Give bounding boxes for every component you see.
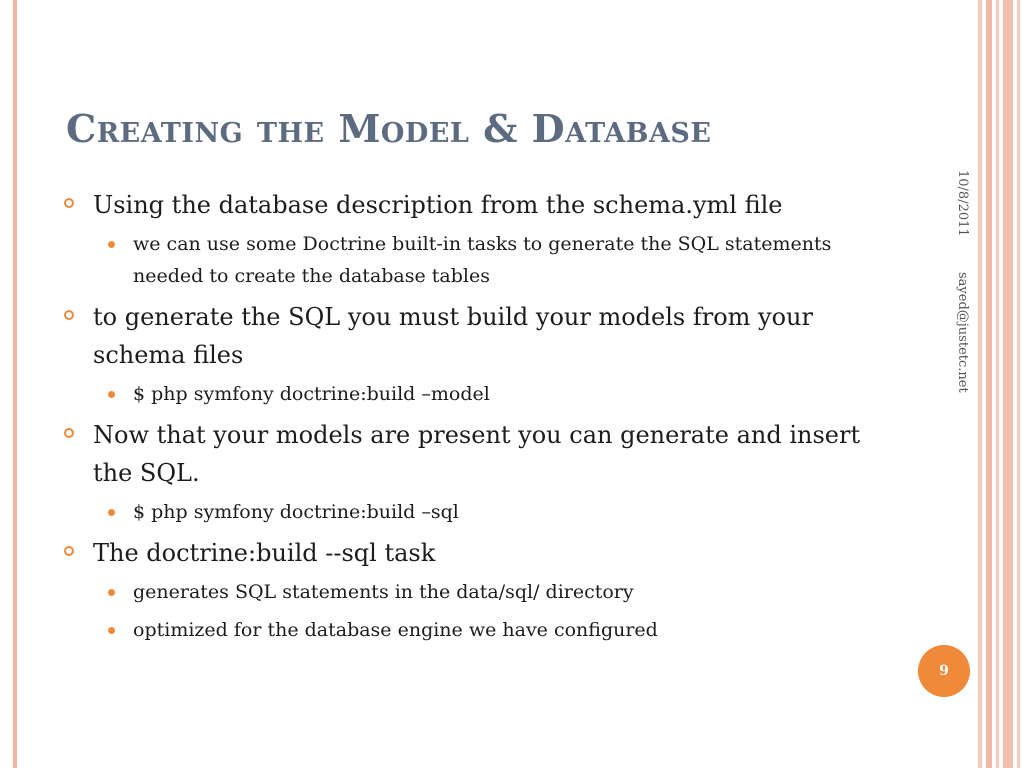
sub-bullet-item [93, 228, 892, 292]
bullet-item [62, 298, 892, 410]
frame-stripe [1003, 0, 1013, 768]
sub-bullet-list [93, 228, 892, 292]
dot-bullet-icon [108, 589, 115, 596]
frame-stripe [986, 0, 992, 768]
bullet-text: to generate the SQL you must build your models from your schema files [93, 303, 813, 369]
sub-bullet-list [93, 496, 892, 528]
sub-bullet-item [93, 378, 892, 410]
right-decorative-frame [978, 0, 1024, 768]
frame-stripe [996, 0, 999, 768]
bullet-item [62, 534, 892, 646]
ring-bullet-icon [64, 428, 74, 438]
ring-bullet-icon [64, 310, 74, 320]
sub-bullet-text: we can use some Doctrine built-in tasks to generate the SQL statements needed to create the database tables [133, 233, 832, 287]
ring-bullet-icon [64, 198, 74, 208]
dot-bullet-icon [108, 509, 115, 516]
sub-bullet-list [93, 378, 892, 410]
ring-bullet-icon [64, 546, 74, 556]
sub-bullet-item [93, 614, 892, 646]
slide-title: Creating the Model & Database [66, 106, 712, 151]
sub-bullet-item [93, 576, 892, 608]
bullet-item [62, 186, 892, 292]
dot-bullet-icon [108, 391, 115, 398]
bullet-item [62, 416, 892, 528]
bullet-list [62, 186, 892, 652]
sub-bullet-text: optimized for the database engine we have configured [133, 619, 658, 641]
frame-stripe [978, 0, 982, 768]
dot-bullet-icon [108, 241, 115, 248]
bullet-text: Now that your models are present you can generate and insert the SQL. [93, 421, 861, 487]
slide-author: sayed@justetc.net [955, 272, 970, 393]
sub-bullet-text: $ php symfony doctrine:build –sql [133, 501, 459, 523]
dot-bullet-icon [108, 627, 115, 634]
page-number-badge: 9 [918, 645, 970, 697]
sub-bullet-text: generates SQL statements in the data/sql/ directory [133, 581, 634, 603]
bullet-text: Using the database description from the schema.yml file [93, 191, 783, 219]
sub-bullet-list [93, 576, 892, 646]
slide-date: 10/8/2011 [955, 170, 970, 237]
bullet-text: The doctrine:build --sql task [93, 539, 436, 567]
sub-bullet-text: $ php symfony doctrine:build –model [133, 383, 490, 405]
frame-stripe [1017, 0, 1020, 768]
left-decorative-rule [13, 0, 17, 768]
sub-bullet-item [93, 496, 892, 528]
